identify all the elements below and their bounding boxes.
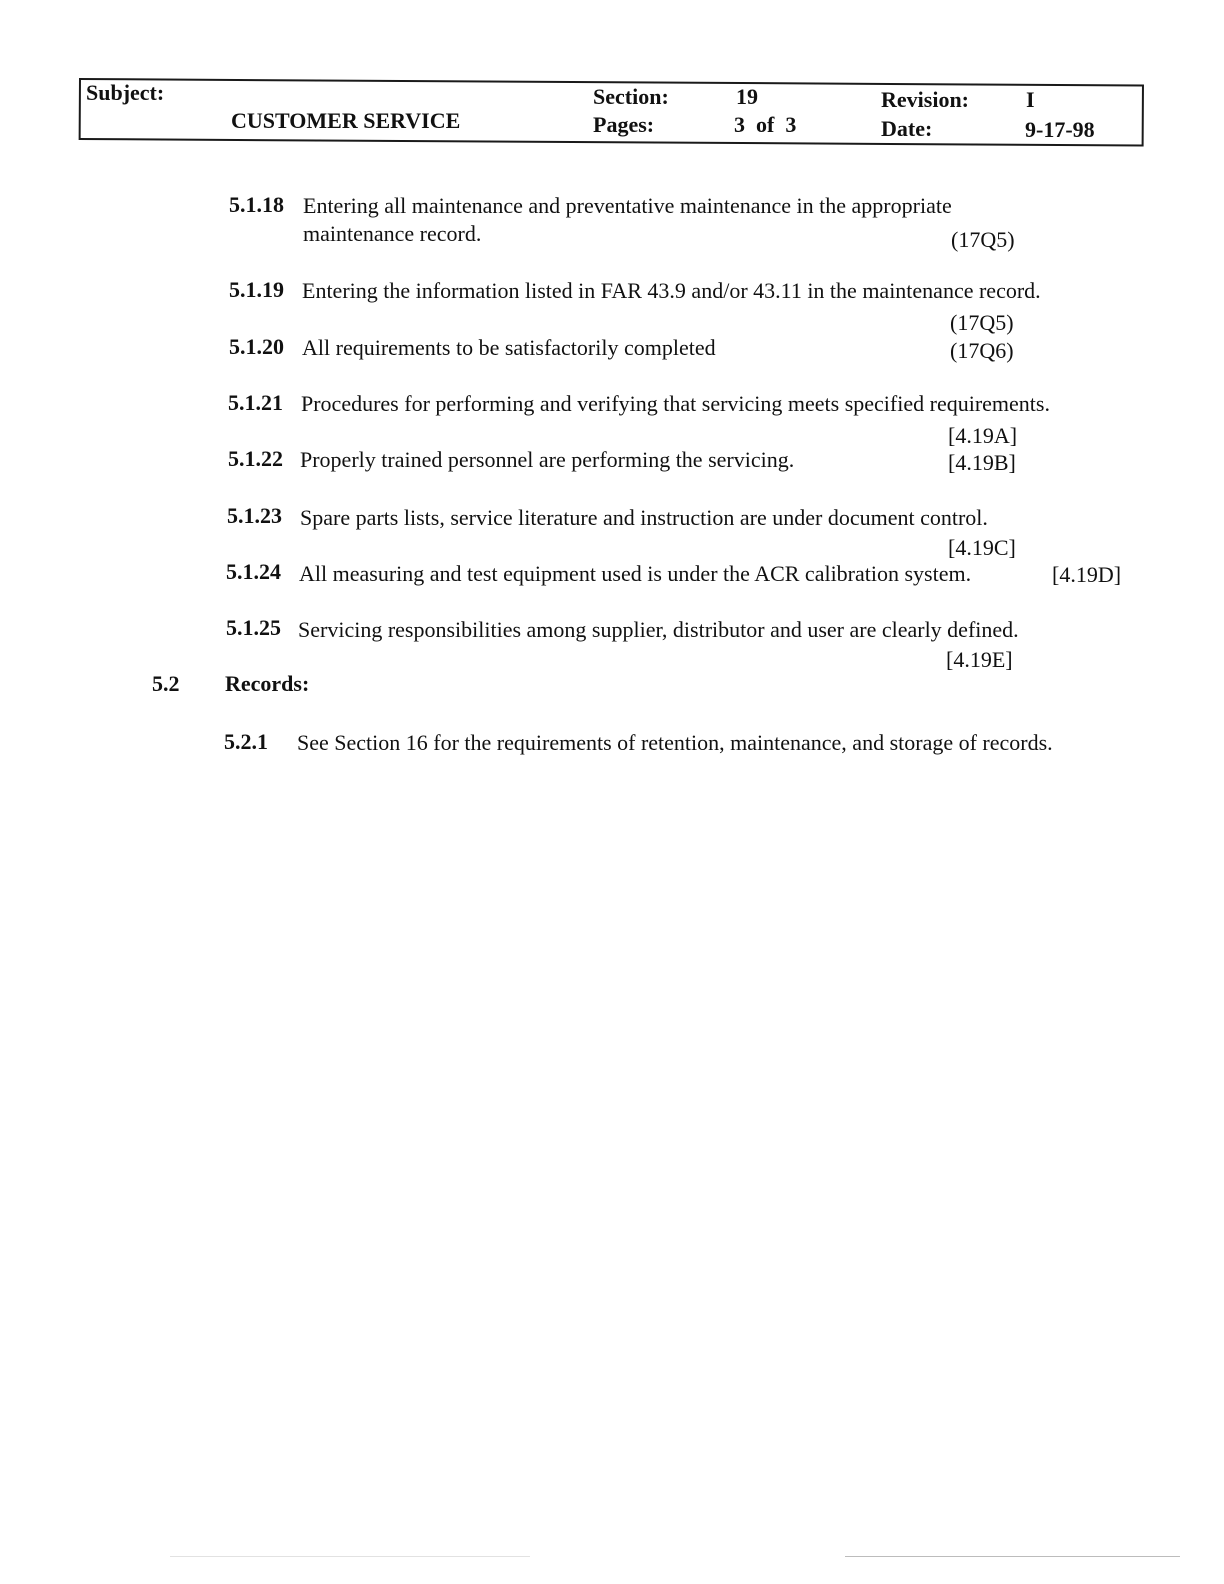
revision-label: Revision: — [881, 87, 969, 112]
item-number-5-1-24: 5.1.24 — [226, 559, 281, 584]
section-label: Section: — [593, 84, 669, 109]
item-ref-5-1-19: (17Q5) — [950, 310, 1014, 335]
item-text-5-1-23: Spare parts lists, service literature and instruction are under document control. — [300, 505, 988, 530]
item-text-5-1-22: Properly trained personnel are performing the servicing. — [300, 447, 795, 472]
item-text-5-1-21: Procedures for performing and verifying that servicing meets specified requirements. — [301, 391, 1050, 416]
item-ref-5-1-24: [4.19D] — [1052, 562, 1122, 587]
item-number-5-1-18: 5.1.18 — [229, 192, 284, 217]
subject-value: CUSTOMER SERVICE — [231, 108, 461, 133]
item-number-5-1-22: 5.1.22 — [228, 446, 283, 471]
item-text-5-1-24: All measuring and test equipment used is under the ACR calibration system. — [299, 561, 972, 586]
item-text-5-2-1: See Section 16 for the requirements of retention, maintenance, and storage of records. — [297, 730, 1053, 755]
item-text-5-1-25: Servicing responsibilities among supplier, distributor and user are clearly defined. — [298, 617, 1019, 642]
item-number-5-1-20: 5.1.20 — [229, 334, 284, 359]
item-text-5-1-18: Entering all maintenance and preventative maintenance in the appropriate — [303, 193, 952, 218]
item-ref-5-1-20: (17Q6) — [950, 338, 1014, 363]
item-text-5-1-20: All requirements to be satisfactorily completed — [302, 335, 716, 360]
section-value: 19 — [736, 84, 758, 109]
scan-artifact-line — [170, 1556, 530, 1557]
records-heading: Records: — [225, 671, 310, 696]
pages-label: Pages: — [593, 112, 655, 137]
item-ref-5-1-22: [4.19B] — [948, 450, 1016, 475]
date-value: 9-17-98 — [1025, 117, 1095, 142]
revision-value: I — [1026, 87, 1035, 112]
item-number-5-1-23: 5.1.23 — [227, 503, 282, 528]
item-ref-5-1-18: (17Q5) — [951, 227, 1015, 252]
item-ref-5-1-21: [4.19A] — [948, 423, 1018, 448]
item-text-5-1-18-continued: maintenance record. — [303, 221, 482, 246]
scan-artifact-line — [845, 1556, 1180, 1557]
item-number-5-1-19: 5.1.19 — [229, 277, 284, 302]
item-text-5-1-19: Entering the information listed in FAR 43.9 and/or 43.11 in the maintenance record. — [302, 278, 1041, 303]
item-ref-5-1-25: [4.19E] — [946, 647, 1013, 672]
item-number-5-2-1: 5.2.1 — [224, 729, 268, 754]
pages-value: 3 of 3 — [734, 112, 797, 137]
section-number-5-2: 5.2 — [152, 671, 180, 696]
item-number-5-1-25: 5.1.25 — [226, 615, 281, 640]
item-number-5-1-21: 5.1.21 — [228, 390, 283, 415]
subject-label: Subject: — [86, 80, 165, 105]
date-label: Date: — [881, 116, 933, 141]
item-ref-5-1-23: [4.19C] — [948, 535, 1016, 560]
